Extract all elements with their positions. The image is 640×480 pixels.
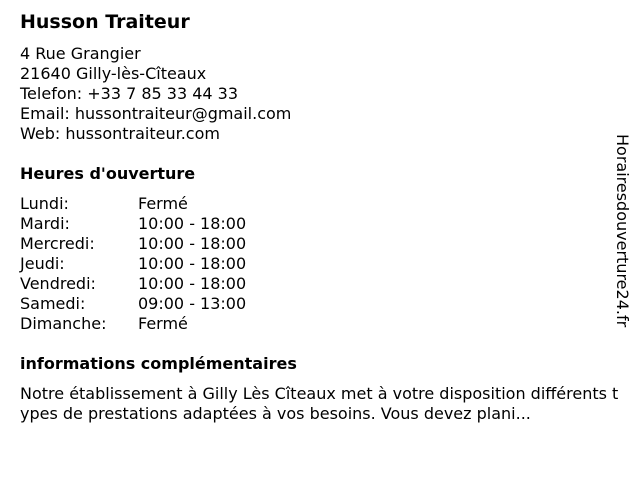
time-value: 10:00 - 18:00 bbox=[138, 274, 247, 293]
day-label: Mercredi: bbox=[20, 234, 95, 253]
info-description: Notre établissement à Gilly Lès Cîteaux met à votre disposition différents types de prestations adaptées à vos besoins. Vous devez plani... bbox=[20, 384, 619, 423]
time-value: Fermé bbox=[138, 314, 188, 333]
day-label: Lundi: bbox=[20, 194, 69, 213]
hours-row-tuesday bbox=[20, 214, 620, 234]
hours-row-saturday bbox=[20, 294, 620, 314]
day-label: Vendredi: bbox=[20, 274, 96, 293]
hours-table bbox=[20, 194, 620, 334]
time-value: 10:00 - 18:00 bbox=[138, 254, 247, 273]
day-label: Jeudi: bbox=[20, 254, 65, 273]
time-value: 09:00 - 13:00 bbox=[138, 294, 247, 313]
hours-row-thursday bbox=[20, 254, 620, 274]
day-label: Samedi: bbox=[20, 294, 86, 313]
time-value: 10:00 - 18:00 bbox=[138, 234, 247, 253]
web-line: Web: hussontraiteur.com bbox=[20, 124, 220, 143]
hours-title: Heures d'ouverture bbox=[20, 164, 196, 183]
hours-row-friday bbox=[20, 274, 620, 294]
day-label: Mardi: bbox=[20, 214, 70, 233]
day-label: Dimanche: bbox=[20, 314, 107, 333]
address-line-1: 4 Rue Grangier bbox=[20, 44, 141, 63]
hours-row-monday bbox=[20, 194, 620, 214]
email-line: Email: hussontraiteur@gmail.com bbox=[20, 104, 292, 123]
time-value: 10:00 - 18:00 bbox=[138, 214, 247, 233]
business-card bbox=[20, 10, 620, 424]
hours-row-sunday bbox=[20, 314, 620, 334]
business-name: Husson Traiteur bbox=[20, 11, 190, 33]
time-value: Fermé bbox=[138, 194, 188, 213]
phone-line: Telefon: +33 7 85 33 44 33 bbox=[20, 84, 239, 103]
hours-row-wednesday bbox=[20, 234, 620, 254]
site-brand-vertical: Horairesdouverture24.fr bbox=[613, 134, 632, 328]
address-line-2: 21640 Gilly-lès-Cîteaux bbox=[20, 64, 207, 83]
info-title: informations complémentaires bbox=[20, 354, 297, 373]
